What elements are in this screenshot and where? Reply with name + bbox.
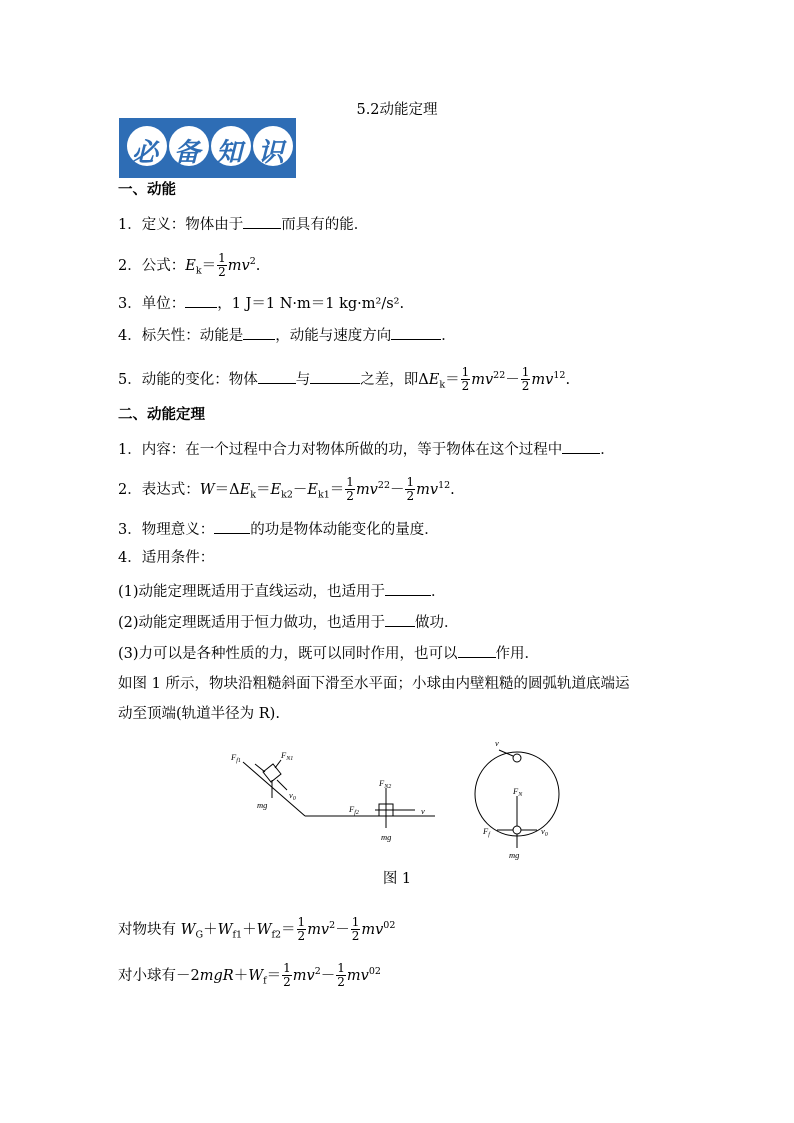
ball-bottom	[513, 826, 521, 834]
paragraph-line-2: 动至顶端(轨道半径为 R).	[118, 706, 280, 722]
banner	[119, 118, 296, 178]
label-fn1: $F_{N1}$	[281, 750, 294, 762]
block-on-slope	[263, 764, 281, 782]
label-mg-2: mg	[381, 832, 392, 842]
banner-char-4: 识	[258, 138, 285, 168]
blank[interactable]	[562, 438, 600, 454]
label-cv: v	[495, 738, 499, 748]
label-v: v	[421, 806, 425, 816]
page-title: 5.2动能定理	[356, 102, 438, 118]
item-scalar: 4．标矢性：动能是 ，动能与速度方向 ．	[118, 324, 456, 346]
paragraph-line-1: 如图 1 所示，物块沿粗糙斜面下滑至水平面；小球由内壁粗糙的圆弧轨道底端运	[118, 676, 630, 692]
item-definition: 1．定义：物体由于 而具有的能．	[118, 213, 368, 235]
item-formula: 2．公式：$E_k=$ $\frac{1}{2}$ $mv^2$.	[118, 251, 261, 280]
blank[interactable]	[391, 324, 441, 340]
figure-caption: 图 1	[382, 871, 412, 887]
label-cfn: $F_N$	[513, 786, 523, 798]
banner-char-3: 知	[216, 138, 243, 168]
banner-char-1: 必	[132, 138, 159, 168]
blank[interactable]	[243, 324, 275, 340]
blank[interactable]	[385, 580, 431, 596]
blank[interactable]	[385, 611, 415, 627]
label-ff1: $F_{f1}$	[231, 752, 241, 764]
equation-ball: 对小球有$-2mgR+W_f=$ $\frac{1}{2}$ $mv^2-$ $\frac{1}{2}$ $mv^{02}$	[118, 961, 381, 990]
section-heading-1: 一、动能	[118, 181, 176, 198]
condition-1: (1)动能定理既适用于直线运动，也适用于 ．	[118, 580, 446, 602]
item-unit: 3．单位： ，1 J＝1 N·m＝1 kg·m²/s².	[118, 292, 404, 314]
equation-block: 对物块有 $W_G+W_{f1}+W_{f2}=$ $\frac{1}{2}$ $mv^2-$ $\frac{1}{2}$ $mv^{02}$	[118, 915, 396, 944]
blank[interactable]	[243, 213, 281, 229]
label-mg-1: mg	[257, 800, 268, 810]
condition-3: (3)力可以是各种性质的力，既可以同时作用，也可以 作用．	[118, 642, 539, 664]
label-fn2: $F_{N2}$	[379, 778, 392, 790]
arrow-v0	[277, 780, 287, 790]
item-conditions: 4．适用条件：	[118, 550, 215, 566]
blank[interactable]	[214, 518, 250, 534]
item-meaning: 3．物理意义： 的功是物体动能变化的量度．	[118, 518, 439, 540]
ball-top	[513, 754, 521, 762]
blank[interactable]	[258, 368, 296, 384]
label-ff2: $F_{f2}$	[349, 804, 359, 816]
item-content: 1．内容：在一个过程中合力对物体所做的功，等于物体在这个过程中 ．	[118, 438, 615, 460]
figure-diagram	[225, 732, 570, 862]
arrow-ff1	[255, 764, 265, 772]
condition-2: (2)动能定理既适用于恒力做功，也适用于 做功．	[118, 611, 459, 633]
blank[interactable]	[458, 642, 496, 658]
label-cv0: $v_0$	[541, 826, 548, 838]
banner-char-2: 备	[174, 138, 201, 168]
label-v0: $v_0$	[289, 790, 296, 802]
label-cff: $F_f$	[483, 826, 490, 838]
item-change: 5．动能的变化：物体 与 之差，即$\Delta E_k=$ $\frac{1}{2}$ $mv^{22}-$ $\frac{1}{2}$ $mv^{12}$.	[118, 365, 571, 394]
incline-line	[243, 762, 305, 816]
arrow-fn1	[275, 760, 281, 768]
blank[interactable]	[310, 368, 360, 384]
section-heading-2: 二、动能定理	[118, 406, 205, 423]
label-mg-3: mg	[509, 850, 520, 860]
blank[interactable]	[185, 292, 217, 308]
item-expression: 2．表达式：$W=\Delta E_k=E_{k2}-E_{k1}=$ $\frac{1}{2}$ $mv^{22}-$ $\frac{1}{2}$ $mv^{12}$.	[118, 475, 455, 504]
